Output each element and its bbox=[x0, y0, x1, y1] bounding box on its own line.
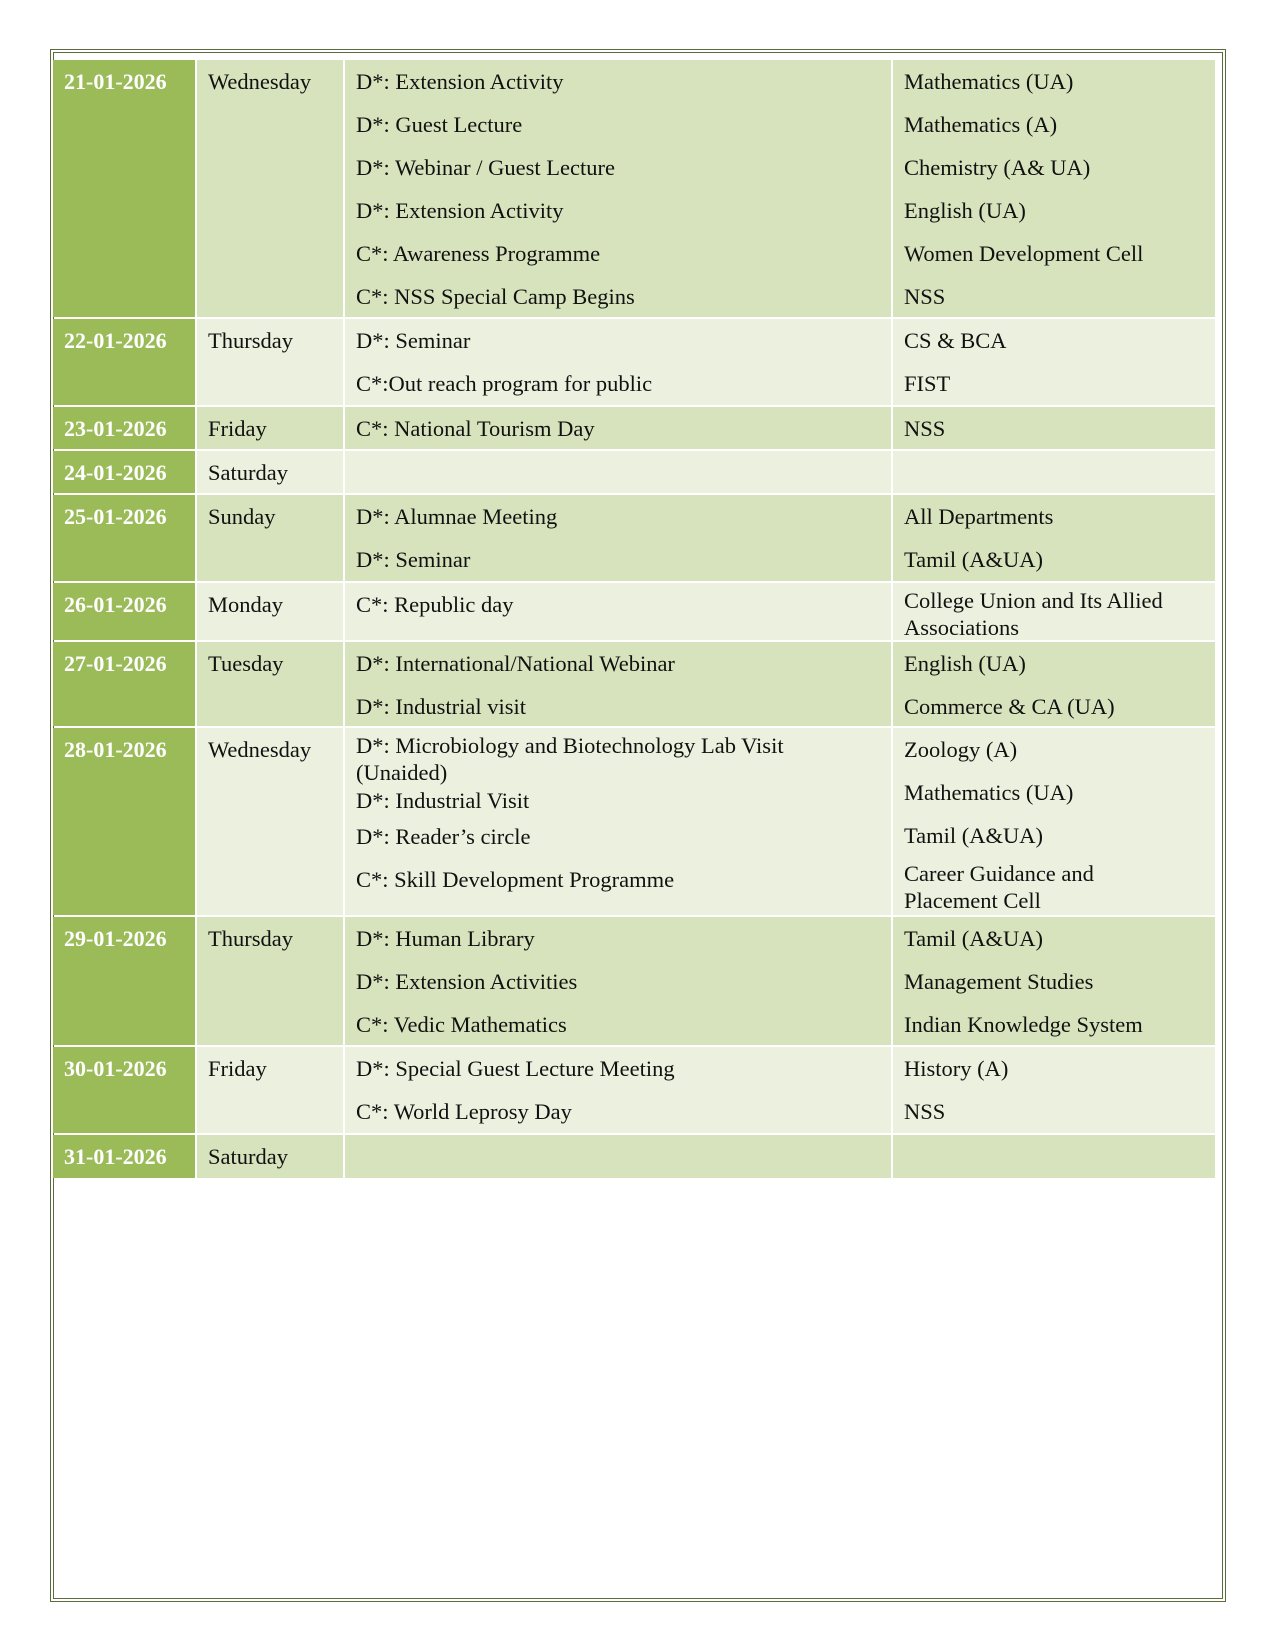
date-cell bbox=[53, 407, 195, 449]
calendar-row bbox=[53, 1047, 1215, 1133]
department-item: NSS bbox=[904, 416, 946, 441]
events-cell bbox=[343, 728, 891, 915]
calendar-row bbox=[53, 583, 1215, 640]
event-item: D*: Extension Activity bbox=[356, 198, 564, 223]
date-text: 28-01-2026 bbox=[64, 737, 167, 762]
departments-cell bbox=[891, 1047, 1215, 1133]
day-text: Saturday bbox=[208, 460, 288, 485]
day-text: Sunday bbox=[208, 504, 276, 529]
department-item: Management Studies bbox=[904, 969, 1094, 994]
event-item: D*: Reader’s circle bbox=[356, 824, 531, 849]
event-item: D*: Microbiology and Biotechnology Lab Visit (Unaided) bbox=[356, 733, 784, 785]
department-item: CS & BCA bbox=[904, 328, 1007, 353]
event-item: C*: National Tourism Day bbox=[356, 416, 595, 441]
event-item: C*: NSS Special Camp Begins bbox=[356, 284, 635, 309]
events-cell bbox=[343, 451, 891, 493]
day-cell bbox=[195, 728, 343, 915]
event-item: D*: Human Library bbox=[356, 926, 535, 951]
date-cell bbox=[53, 319, 195, 405]
day-text: Wednesday bbox=[208, 69, 312, 94]
event-item: D*: Webinar / Guest Lecture bbox=[356, 155, 615, 180]
day-text: Thursday bbox=[208, 926, 293, 951]
department-item: Women Development Cell bbox=[904, 241, 1144, 266]
date-cell bbox=[53, 728, 195, 915]
date-cell bbox=[53, 583, 195, 640]
departments-cell bbox=[891, 642, 1215, 726]
date-text: 29-01-2026 bbox=[64, 926, 167, 951]
date-cell bbox=[53, 451, 195, 493]
calendar-row bbox=[53, 451, 1215, 493]
day-text: Friday bbox=[208, 1056, 267, 1081]
department-item: Tamil (A&UA) bbox=[904, 926, 1044, 951]
date-text: 25-01-2026 bbox=[64, 504, 167, 529]
department-item: FIST bbox=[904, 371, 951, 396]
date-cell bbox=[53, 917, 195, 1045]
events-cell bbox=[343, 60, 891, 317]
departments-cell bbox=[891, 495, 1215, 581]
department-item: Mathematics (A) bbox=[904, 112, 1058, 137]
department-item: Chemistry (A& UA) bbox=[904, 155, 1091, 180]
calendar-row bbox=[53, 917, 1215, 1045]
date-text: 23-01-2026 bbox=[64, 416, 167, 441]
date-text: 21-01-2026 bbox=[64, 69, 167, 94]
day-text: Monday bbox=[208, 592, 283, 617]
events-cell bbox=[343, 407, 891, 449]
department-item: English (UA) bbox=[904, 198, 1026, 223]
department-item: History (A) bbox=[904, 1056, 1009, 1081]
event-item: C*: Vedic Mathematics bbox=[356, 1012, 567, 1037]
day-text: Wednesday bbox=[208, 737, 312, 762]
event-item: C*: Awareness Programme bbox=[356, 241, 601, 266]
department-item: Tamil (A&UA) bbox=[904, 547, 1044, 572]
department-item: All Departments bbox=[904, 504, 1054, 529]
event-item: C*:Out reach program for public bbox=[356, 371, 653, 396]
date-text: 24-01-2026 bbox=[64, 460, 167, 485]
date-cell bbox=[53, 60, 195, 317]
calendar-row bbox=[53, 1135, 1215, 1178]
day-cell bbox=[195, 407, 343, 449]
departments-cell bbox=[891, 917, 1215, 1045]
departments-cell bbox=[891, 60, 1215, 317]
department-item: NSS bbox=[904, 1099, 946, 1124]
event-item: D*: International/National Webinar bbox=[356, 651, 675, 676]
date-text: 22-01-2026 bbox=[64, 328, 167, 353]
departments-cell bbox=[891, 728, 1215, 915]
day-cell bbox=[195, 642, 343, 726]
events-cell bbox=[343, 495, 891, 581]
department-item: Indian Knowledge System bbox=[904, 1012, 1143, 1037]
day-cell bbox=[195, 1135, 343, 1178]
day-cell bbox=[195, 60, 343, 317]
date-text: 31-01-2026 bbox=[64, 1144, 167, 1169]
event-item: D*: Extension Activity bbox=[356, 69, 564, 94]
department-item: Commerce & CA (UA) bbox=[904, 694, 1115, 719]
department-item: Tamil (A&UA) bbox=[904, 823, 1044, 848]
day-text: Tuesday bbox=[208, 651, 284, 676]
event-item: D*: Seminar bbox=[356, 328, 471, 353]
day-cell bbox=[195, 451, 343, 493]
events-cell bbox=[343, 1047, 891, 1133]
departments-cell bbox=[891, 319, 1215, 405]
department-item: NSS bbox=[904, 284, 946, 309]
event-item: D*: Extension Activities bbox=[356, 969, 578, 994]
day-cell bbox=[195, 1047, 343, 1133]
event-item: C*: World Leprosy Day bbox=[356, 1099, 572, 1124]
departments-cell bbox=[891, 407, 1215, 449]
calendar-row bbox=[53, 495, 1215, 581]
event-item: C*: Republic day bbox=[356, 592, 514, 617]
day-text: Thursday bbox=[208, 328, 293, 353]
event-item: D*: Guest Lecture bbox=[356, 112, 523, 137]
date-cell bbox=[53, 1135, 195, 1178]
event-item: D*: Industrial Visit bbox=[356, 788, 530, 813]
event-item: D*: Alumnae Meeting bbox=[356, 504, 558, 529]
events-cell bbox=[343, 583, 891, 640]
departments-cell bbox=[891, 583, 1215, 640]
day-cell bbox=[195, 319, 343, 405]
date-text: 26-01-2026 bbox=[64, 592, 167, 617]
date-cell bbox=[53, 495, 195, 581]
department-item: English (UA) bbox=[904, 651, 1026, 676]
department-item: Career Guidance and Placement Cell bbox=[904, 861, 1094, 913]
date-text: 27-01-2026 bbox=[64, 651, 167, 676]
calendar-row bbox=[53, 642, 1215, 726]
department-item: Mathematics (UA) bbox=[904, 69, 1074, 94]
events-cell bbox=[343, 1135, 891, 1178]
date-cell bbox=[53, 642, 195, 726]
department-item: Mathematics (UA) bbox=[904, 780, 1074, 805]
day-cell bbox=[195, 583, 343, 640]
calendar-row bbox=[53, 60, 1215, 317]
event-item: D*: Seminar bbox=[356, 547, 471, 572]
day-text: Saturday bbox=[208, 1144, 288, 1169]
event-item: D*: Industrial visit bbox=[356, 694, 526, 719]
events-cell bbox=[343, 642, 891, 726]
date-text: 30-01-2026 bbox=[64, 1056, 167, 1081]
event-item: C*: Skill Development Programme bbox=[356, 867, 675, 892]
day-cell bbox=[195, 917, 343, 1045]
calendar-row bbox=[53, 728, 1215, 915]
date-cell bbox=[53, 1047, 195, 1133]
events-cell bbox=[343, 917, 891, 1045]
departments-cell bbox=[891, 1135, 1215, 1178]
day-cell bbox=[195, 495, 343, 581]
events-cell bbox=[343, 319, 891, 405]
department-item: College Union and Its Allied Associations bbox=[904, 588, 1163, 640]
department-item: Zoology (A) bbox=[904, 737, 1018, 762]
departments-cell bbox=[891, 451, 1215, 493]
calendar-row bbox=[53, 319, 1215, 405]
event-item: D*: Special Guest Lecture Meeting bbox=[356, 1056, 675, 1081]
day-text: Friday bbox=[208, 416, 267, 441]
calendar-row bbox=[53, 407, 1215, 449]
